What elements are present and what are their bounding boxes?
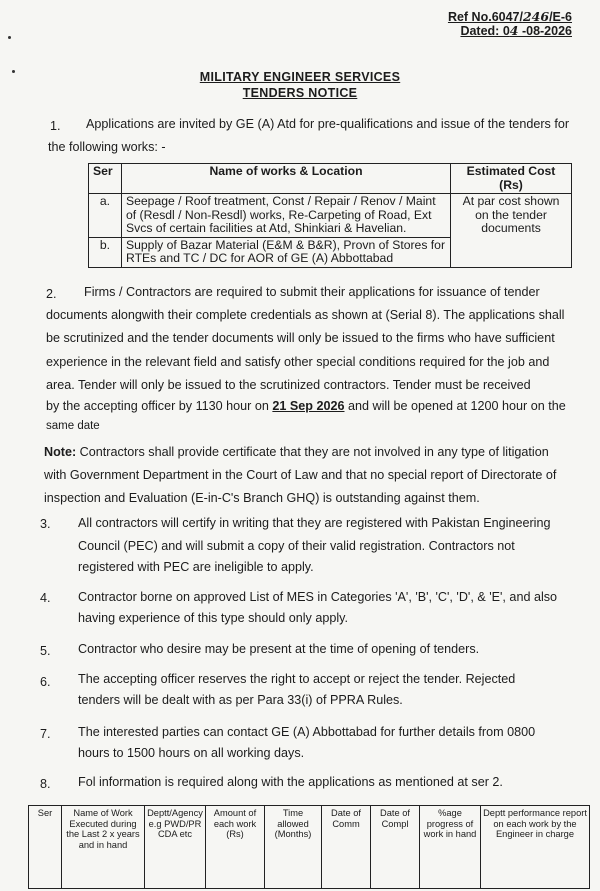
para-2-line-2: documents alongwith their complete credentials as shown at (Serial 8). The applications shall bbox=[46, 308, 565, 322]
para-2-line-1: Firms / Contractors are required to submit their applications for issuance of tender bbox=[84, 285, 540, 299]
item-8-line-1: Fol information is required along with the applications as mentioned at ser 2. bbox=[78, 775, 503, 789]
para-1-line-2: the following works: - bbox=[48, 140, 166, 154]
item-4-number: 4. bbox=[40, 591, 51, 605]
col-ser: Ser bbox=[29, 806, 62, 889]
item-5-line-1: Contractor who desire may be present at the time of opening of tenders. bbox=[78, 642, 480, 656]
col-performance-report: Deptt performance report on each work by the Engineer in charge bbox=[481, 806, 590, 889]
row-cost: At par cost shown on the tender documents bbox=[451, 194, 572, 268]
col-date-comm: Date of Comm bbox=[322, 806, 371, 889]
item-3-number: 3. bbox=[40, 517, 51, 531]
item-7-number: 7. bbox=[40, 727, 51, 741]
item-7-line-1: The interested parties can contact GE (A) Abbottabad for further details from 0800 bbox=[78, 725, 536, 739]
row-ser: a. bbox=[89, 194, 122, 238]
works-table-header bbox=[89, 164, 572, 194]
credentials-table bbox=[28, 805, 590, 889]
closing-date: 21 Sep 2026 bbox=[272, 399, 345, 413]
header-name: Name of works & Location bbox=[122, 164, 451, 194]
ref-handwritten: 246 bbox=[522, 9, 550, 24]
para-2-number: 2. bbox=[46, 287, 57, 301]
credentials-header-row bbox=[29, 806, 590, 889]
table-row bbox=[89, 194, 572, 238]
col-deptt-agency: Deptt/Agency e.g PWD/PR CDA etc bbox=[145, 806, 206, 889]
para-2-line-3: be scrutinized and the tender documents will only be issued to the firms who have sufficient bbox=[46, 331, 555, 345]
para-2-line-4: experience in the relevant field and satisfy other special conditions required for the job and bbox=[46, 355, 550, 369]
col-name-of-work: Name of Work Executed during the Last 2 x years and in hand bbox=[62, 806, 145, 889]
note-line-3: inspection and Evaluation (E-in-C's Branch GHQ) is outstanding against them. bbox=[44, 491, 480, 505]
item-3-line-2: Council (PEC) and will submit a copy of their valid registration. Contractors not bbox=[78, 539, 515, 553]
item-6-line-2: tenders will be dealt with as per Para 33(i) of PPRA Rules. bbox=[78, 693, 403, 707]
para-1-number: 1. bbox=[50, 119, 61, 133]
works-table bbox=[88, 163, 572, 268]
title-org: MILITARY ENGINEER SERVICES bbox=[199, 70, 401, 84]
para-1-line-1: Applications are invited by GE (A) Atd for pre-qualifications and issue of the tenders for bbox=[86, 117, 570, 131]
note-line-2: with Government Department in the Court of Law and that no special report of Directorate of bbox=[44, 468, 557, 482]
row-ser: b. bbox=[89, 237, 122, 267]
ref-date: Dated: 04 -08-2026 bbox=[460, 23, 572, 38]
header-ser: Ser bbox=[89, 164, 122, 194]
note-label: Note: bbox=[44, 445, 77, 459]
para-2-line-7: same date bbox=[46, 420, 100, 432]
item-4-line-1: Contractor borne on approved List of MES in Categories 'A', 'B', 'C', 'D', & 'E', and also bbox=[78, 590, 558, 604]
item-7-line-2: hours to 1500 hours on all working days. bbox=[78, 746, 305, 760]
ref-number: Ref No.6047/246/E-6 bbox=[447, 9, 572, 24]
col-time-allowed: Time allowed (Months) bbox=[265, 806, 322, 889]
row-name: Supply of Bazar Material (E&M & B&R), Provn of Stores for RTEs and TC / DC for AOR of GE (A) Abbottabad bbox=[122, 237, 451, 267]
item-3-line-3: registered with PEC are ineligible to apply. bbox=[78, 560, 314, 574]
note-line-1: Note: Contractors shall provide certificate that they are not involved in any type of litigation bbox=[44, 445, 549, 459]
item-8-number: 8. bbox=[40, 777, 51, 791]
header-cost: Estimated Cost (Rs) bbox=[451, 164, 572, 194]
title-notice: TENDERS NOTICE bbox=[242, 86, 358, 100]
col-date-compl: Date of Compl bbox=[371, 806, 420, 889]
col-amount: Amount of each work (Rs) bbox=[206, 806, 265, 889]
reference-block bbox=[448, 10, 572, 38]
margin-mark bbox=[8, 36, 11, 39]
item-6-number: 6. bbox=[40, 675, 51, 689]
item-4-line-2: having experience of this type should only apply. bbox=[78, 611, 349, 625]
item-5-number: 5. bbox=[40, 644, 51, 658]
col-progress: %age progress of work in hand bbox=[420, 806, 481, 889]
date-handwritten: 4 bbox=[509, 23, 519, 38]
item-3-line-1: All contractors will certify in writing that they are registered with Pakistan Engineering bbox=[78, 516, 551, 530]
row-name: Seepage / Roof treatment, Const / Repair / Renov / Maint of (Resdl / Non-Resdl) works, Re-Carpeting of Road, Ext Svcs of certain facilities at Atd, Shinkiari & Havelian. bbox=[122, 194, 451, 238]
item-6-line-1: The accepting officer reserves the right to accept or reject the tender. Rejected bbox=[78, 672, 516, 686]
para-2-line-5: area. Tender will only be issued to the scrutinized contractors. Tender must be received bbox=[46, 378, 531, 392]
para-2-line-6: by the accepting officer by 1130 hour on 21 Sep 2026 and will be opened at 1200 hour on the bbox=[46, 399, 566, 413]
